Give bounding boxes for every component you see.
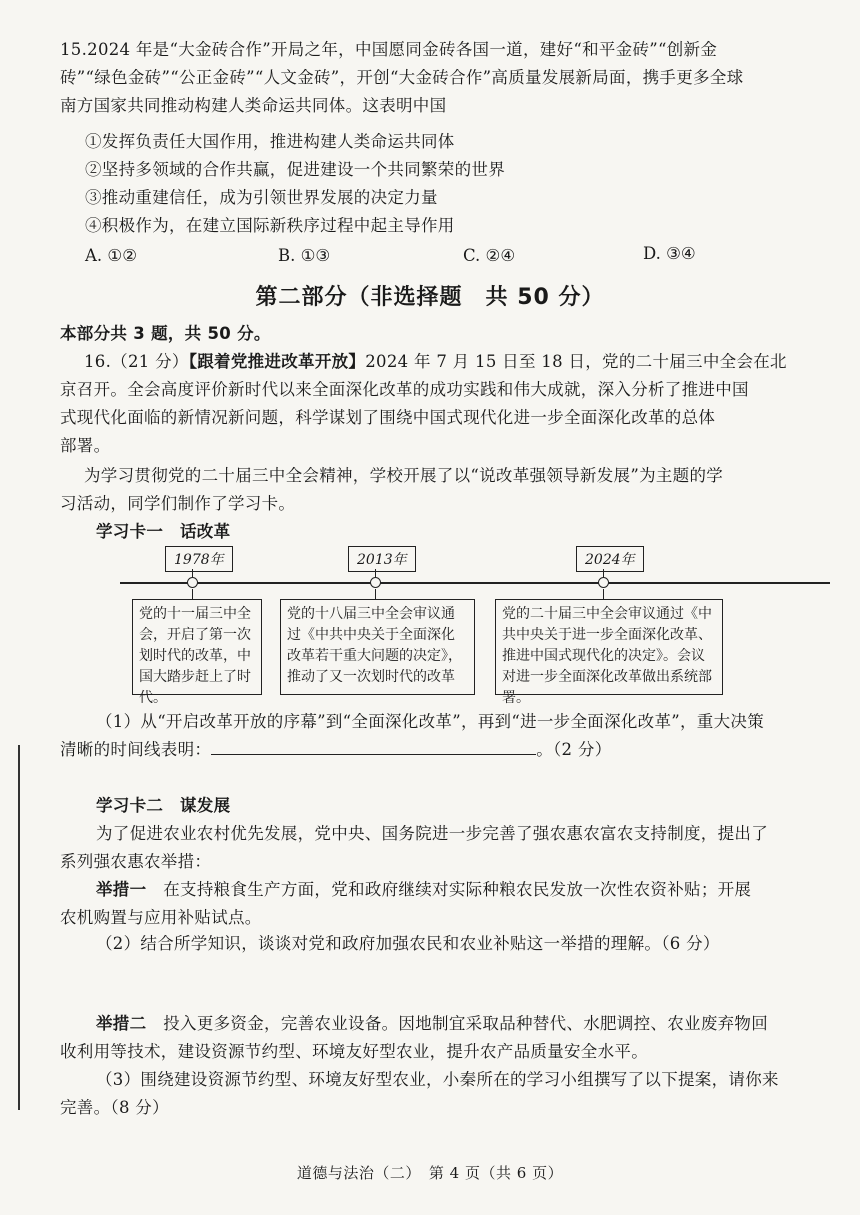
measure-2-line-2: 收利用等技术，建设资源节约型、环境友好型农业，提升农产品质量安全水平。 — [60, 1042, 648, 1061]
q15-item-4: ④积极作为，在建立国际新秩序过程中起主导作用 — [85, 216, 455, 235]
timeline-event-1978: 党的十一届三中全会，开启了第一次划时代的改革，中国大踏步赶上了时代。 — [132, 599, 262, 695]
q15-option-b: B. ①③ — [278, 246, 331, 265]
part-2-intro: 本部分共 3 题，共 50 分。 — [60, 324, 271, 343]
measure-2-line-1 — [96, 1010, 768, 1038]
card-2-intro-line-2: 系列强农惠农举措： — [60, 852, 212, 871]
q16-para-2-line-2: 习活动，同学们制作了学习卡。 — [60, 494, 296, 513]
q16-sub-1-line-1: （1）从“开启改革开放的序幕”到“全面深化改革”，再到“进一步全面深化改革”，重大决策 — [96, 712, 765, 731]
measure-1-text: 在支持粮食生产方面，党和政府继续对实际种粮农民发放一次性农资补贴；开展 — [163, 880, 752, 899]
q15-option-c: C. ②④ — [463, 246, 516, 265]
q16-number: 16.（21 分） — [84, 352, 189, 371]
q15-item-1: ①发挥负责任大国作用，推进构建人类命运共同体 — [85, 132, 455, 151]
q16-para-2-line-1: 为学习贯彻党的二十届三中全会精神，学校开展了以“说改革强领导新发展”为主题的学 — [84, 466, 724, 485]
q16-topic-tag: 【跟着党推进改革开放】 — [188, 352, 366, 371]
reform-timeline — [120, 536, 830, 706]
measure-1-line-1 — [96, 876, 751, 904]
sub-1-prefix: 清晰的时间线表明： — [60, 740, 212, 759]
q16-line-4: 部署。 — [60, 436, 111, 455]
timeline-stem — [192, 589, 193, 599]
timeline-year-1978: 1978年 — [165, 546, 233, 572]
q16-sub-1-line-2 — [60, 736, 612, 764]
q15-item-2: ②坚持多领域的合作共赢，促进建设一个共同繁荣的世界 — [85, 160, 505, 179]
q15-line-2: 砖”“绿色金砖”“公正金砖”“人文金砖”，开创“大金砖合作”高质量发展新局面，携手更多全球 — [60, 68, 744, 87]
card-2-intro-line-1: 为了促进农业农村优先发展，党中央、国务院进一步完善了强农惠农富农支持制度，提出了 — [96, 824, 768, 843]
q16-line-3: 式现代化面临的新情况新问题，科学谋划了围绕中国式现代化进一步全面深化改革的总体 — [60, 408, 716, 427]
sub-1-suffix: 。（2 分） — [536, 740, 612, 759]
card-1-title: 学习卡一 话改革 — [96, 522, 231, 541]
q15-line-3: 南方国家共同推动构建人类命运共同体。这表明中国 — [60, 96, 447, 115]
timeline-node — [187, 577, 198, 588]
q15-item-3: ③推动重建信任，成为引领世界发展的决定力量 — [85, 188, 438, 207]
margin-rule — [18, 745, 20, 1110]
card-2-title: 学习卡二 谋发展 — [96, 796, 231, 815]
q15-option-a: A. ①② — [85, 246, 137, 265]
measure-1-line-2: 农机购置与应用补贴试点。 — [60, 908, 262, 927]
timeline-node — [370, 577, 381, 588]
measure-1-label: 举措一 — [96, 880, 147, 899]
timeline-year-2024: 2024年 — [576, 546, 644, 572]
measure-2-label: 举措二 — [96, 1014, 147, 1033]
timeline-node — [598, 577, 609, 588]
q16-sub-3-line-2: 完善。（8 分） — [60, 1098, 169, 1117]
timeline-stem — [375, 589, 376, 599]
page-footer: 道德与法治（二） 第 4 页（共 6 页） — [296, 1164, 564, 1182]
q16-sub-3-line-1: （3）围绕建设资源节约型、环境友好型农业，小秦所在的学习小组撰写了以下提案，请你来 — [96, 1070, 779, 1089]
timeline-event-2013: 党的十八届三中全会审议通过《中共中央关于全面深化改革若干重大问题的决定》，推动了又一次划时代的改革 — [280, 599, 475, 695]
part-2-title: 第二部分（非选择题 共 50 分） — [255, 285, 605, 310]
q15-option-d: D. ③④ — [643, 244, 696, 263]
timeline-event-2024: 党的二十届三中全会审议通过《中共中央关于进一步全面深化改革、推进中国式现代化的决定》。会议对进一步全面深化改革做出系统部署。 — [495, 599, 723, 695]
timeline-year-2013: 2013年 — [348, 546, 416, 572]
q16-line-1-rest: 2024 年 7 月 15 日至 18 日，党的二十届三中全会在北 — [365, 352, 787, 371]
q16-line-1 — [84, 348, 787, 376]
q15-line-1: 15.2024 年是“大金砖合作”开局之年，中国愿同金砖各国一道，建好“和平金砖”“创新金 — [60, 40, 718, 59]
timeline-stem — [603, 589, 604, 599]
q16-line-2: 京召开。全会高度评价新时代以来全面深化改革的成功实践和伟大成就，深入分析了推进中国 — [60, 380, 749, 399]
answer-blank[interactable] — [211, 736, 536, 755]
measure-2-text: 投入更多资金，完善农业设备。因地制宜采取品种替代、水肥调控、农业废弃物回 — [163, 1014, 769, 1033]
timeline-axis — [120, 582, 830, 584]
q16-sub-2: （2）结合所学知识，谈谈对党和政府加强农民和农业补贴这一举措的理解。（6 分） — [96, 934, 720, 953]
